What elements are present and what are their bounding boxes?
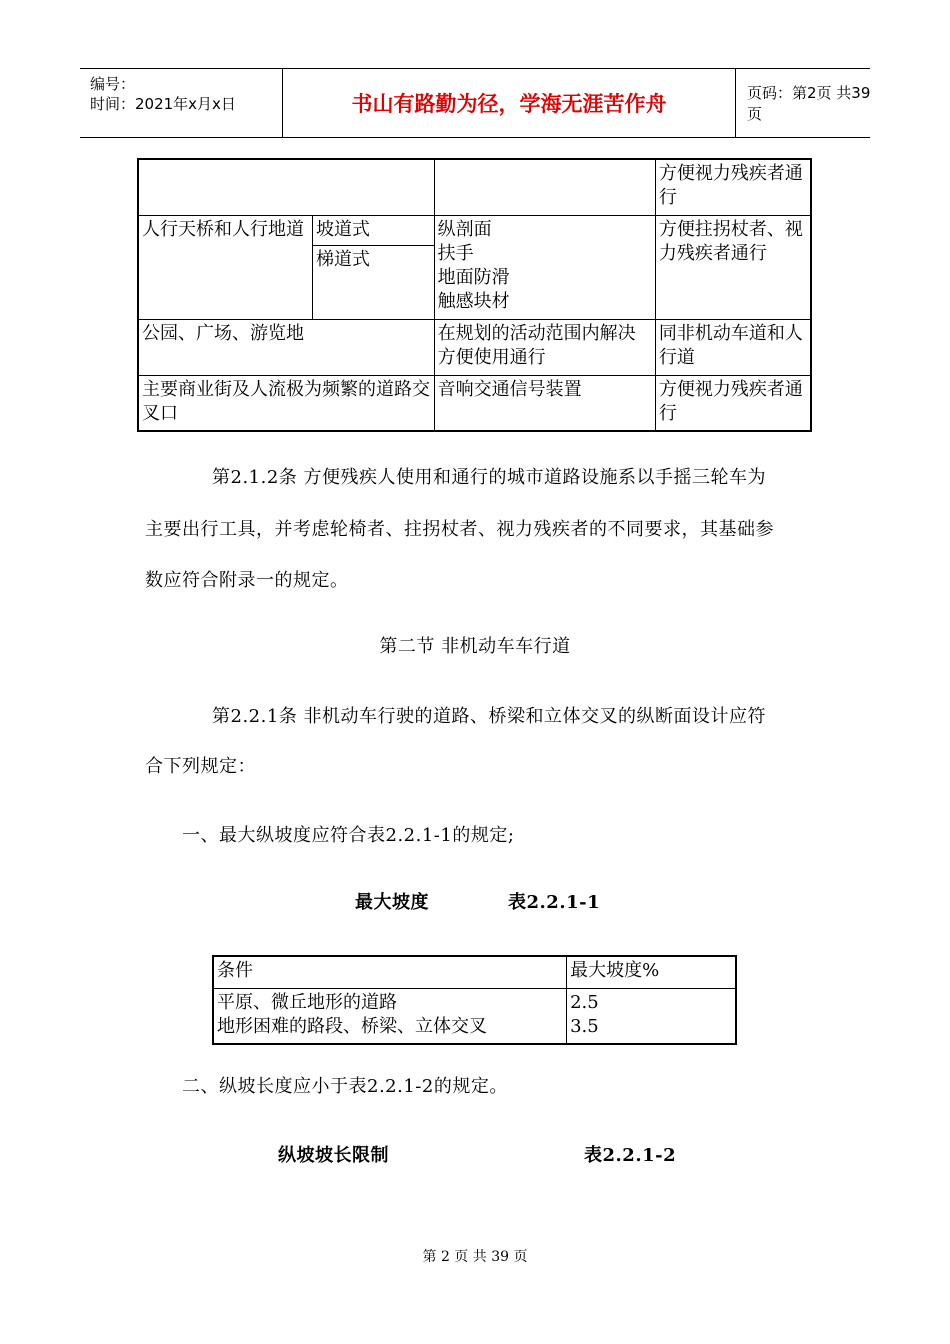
condition-text: 地形困难的路段、桥梁、立体交叉 — [217, 1015, 487, 1037]
condition-text: 平原、微丘地形的道路 — [217, 991, 397, 1013]
paragraph-line: 主要出行工具，并考虑轮椅者、拄拐杖者、视力残疾者的不同要求，其基础参 — [145, 519, 774, 540]
table-cell — [434, 159, 655, 215]
section-title: 第二节 非机动车车行道 — [379, 636, 571, 657]
list-item: 一、最大纵坡度应符合表2.2.1-1的规定; — [182, 825, 515, 846]
table-header-cell: 最大坡度% — [567, 956, 736, 988]
table-row — [138, 375, 811, 431]
table-cell: 方便拄拐杖者、视力残疾者通行 — [655, 215, 811, 319]
table-row — [138, 215, 811, 245]
paragraph-line: 数应符合附录一的规定。 — [145, 570, 349, 591]
table-cell — [213, 988, 567, 1044]
table-row — [213, 988, 736, 1044]
header-motto: 书山有路勤为径，学海无涯苦作舟 — [282, 69, 736, 137]
table-cell: 同非机动车道和人行道 — [655, 319, 811, 375]
slope-value: 3.5 — [570, 1015, 599, 1037]
table-cell: 方便视力残疾者通行 — [655, 375, 811, 431]
table-cell: 在规划的活动范围内解决方便使用通行 — [434, 319, 655, 375]
table-cell: 公园、广场、游览地 — [138, 319, 434, 375]
time-label: 时间：2021年x月x日 — [90, 95, 236, 113]
table-cell — [138, 159, 434, 215]
table-caption-number: 表2.2.1-1 — [508, 892, 601, 913]
table-header-cell: 条件 — [213, 956, 567, 988]
table-cell: 音响交通信号装置 — [434, 375, 655, 431]
table-caption-title: 最大坡度 — [355, 892, 429, 913]
paragraph-line: 第2.2.1条 非机动车行驶的道路、桥梁和立体交叉的纵断面设计应符 — [212, 706, 767, 727]
header-page-info: 页码：第2页 共39页 — [747, 84, 871, 123]
paragraph-line: 第2.1.2条 方便残疾人使用和通行的城市道路设施系以手摇三轮车为 — [212, 467, 767, 488]
table-cell: 主要商业街及人流极为频繁的道路交叉口 — [138, 375, 434, 431]
page-footer: 第 2 页 共 39 页 — [422, 1249, 528, 1265]
table-row — [138, 159, 811, 215]
table-cell: 纵剖面 扶手 地面防滑 触感块材 — [434, 215, 655, 319]
table-caption-title: 纵坡坡长限制 — [278, 1145, 389, 1166]
table-row — [138, 319, 811, 375]
page-header — [80, 68, 870, 138]
table-cell — [567, 988, 736, 1044]
facilities-table — [137, 158, 812, 432]
table-cell: 坡道式 — [312, 215, 434, 245]
table-cell: 梯道式 — [312, 245, 434, 319]
slope-value: 2.5 — [570, 991, 599, 1013]
table-caption-number: 表2.2.1-2 — [584, 1145, 677, 1166]
table-cell: 人行天桥和人行地道 — [138, 215, 312, 319]
table-header-row — [213, 956, 736, 988]
max-slope-table — [212, 955, 737, 1045]
paragraph-line: 合下列规定： — [145, 756, 256, 777]
table-cell: 方便视力残疾者通行 — [655, 159, 811, 215]
list-item: 二、纵坡长度应小于表2.2.1-2的规定。 — [182, 1076, 508, 1097]
number-label: 编号： — [90, 75, 136, 93]
header-meta — [80, 69, 282, 137]
